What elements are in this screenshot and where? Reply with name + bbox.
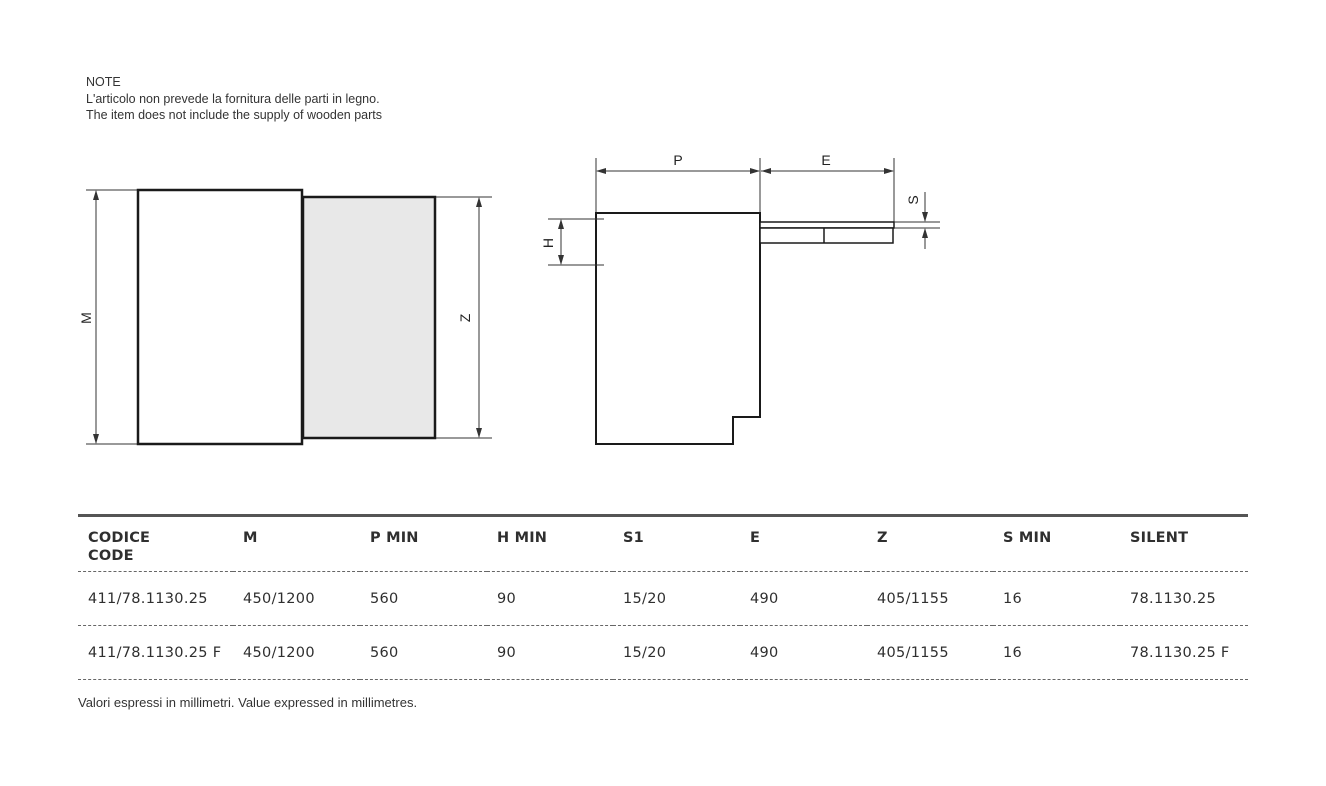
- header-silent: SILENT: [1130, 530, 1189, 546]
- table-row: [78, 572, 1248, 626]
- dimension-m-label: M: [78, 312, 94, 324]
- header-e: E: [750, 530, 761, 546]
- units-footnote: Valori espressi in millimetri. Value expressed in millimetres.: [78, 695, 418, 710]
- runner-slide: [760, 222, 894, 243]
- cell-e: 490: [750, 644, 779, 661]
- cell-z: 405/1155: [877, 590, 949, 607]
- cell-h-min: 90: [497, 644, 517, 661]
- cell-silent: 78.1130.25 F: [1130, 644, 1230, 661]
- cell-s-min: 16: [1003, 644, 1023, 661]
- cell-z: 405/1155: [877, 644, 949, 661]
- side-view: [540, 152, 940, 444]
- cell-h-min: 90: [497, 590, 517, 607]
- table-row: [78, 626, 1248, 680]
- front-view: [78, 190, 492, 444]
- drawer-panel: [303, 197, 435, 438]
- cell-m: 450/1200: [243, 590, 315, 607]
- note-line-english: The item does not include the supply of wooden parts: [86, 108, 383, 122]
- header-s-min: S MIN: [1003, 530, 1052, 546]
- header-m: M: [243, 530, 258, 546]
- table-header-row: [78, 516, 1248, 572]
- dimension-z-label: Z: [457, 313, 473, 323]
- cell-s-min: 16: [1003, 590, 1023, 607]
- cell-s1: 15/20: [623, 644, 667, 661]
- cell-p-min: 560: [370, 644, 399, 661]
- cabinet-side-outline: [596, 213, 760, 444]
- note-line-italian: L'articolo non prevede la fornitura delle parti in legno.: [86, 91, 380, 106]
- dimension-s-label: S: [905, 195, 921, 205]
- note-title: NOTE: [86, 75, 121, 89]
- header-p-min: P MIN: [370, 530, 419, 546]
- cell-s1: 15/20: [623, 590, 667, 607]
- spec-table: [78, 514, 1248, 680]
- header-z: Z: [877, 530, 888, 546]
- cell-m: 450/1200: [243, 644, 315, 661]
- dimension-h-label: H: [540, 237, 556, 249]
- cell-e: 490: [750, 590, 779, 607]
- dimension-p-label: P: [673, 152, 683, 168]
- header-s1: S1: [623, 530, 644, 546]
- cell-p-min: 560: [370, 590, 399, 607]
- dimension-e-label: E: [821, 152, 831, 168]
- cell-code: 411/78.1130.25 F: [88, 644, 222, 661]
- cabinet-front-panel: [138, 190, 302, 444]
- header-code: CODICE CODE: [88, 530, 151, 564]
- cell-silent: 78.1130.25: [1130, 590, 1217, 607]
- cell-code: 411/78.1130.25: [88, 590, 208, 607]
- header-h-min: H MIN: [497, 530, 548, 546]
